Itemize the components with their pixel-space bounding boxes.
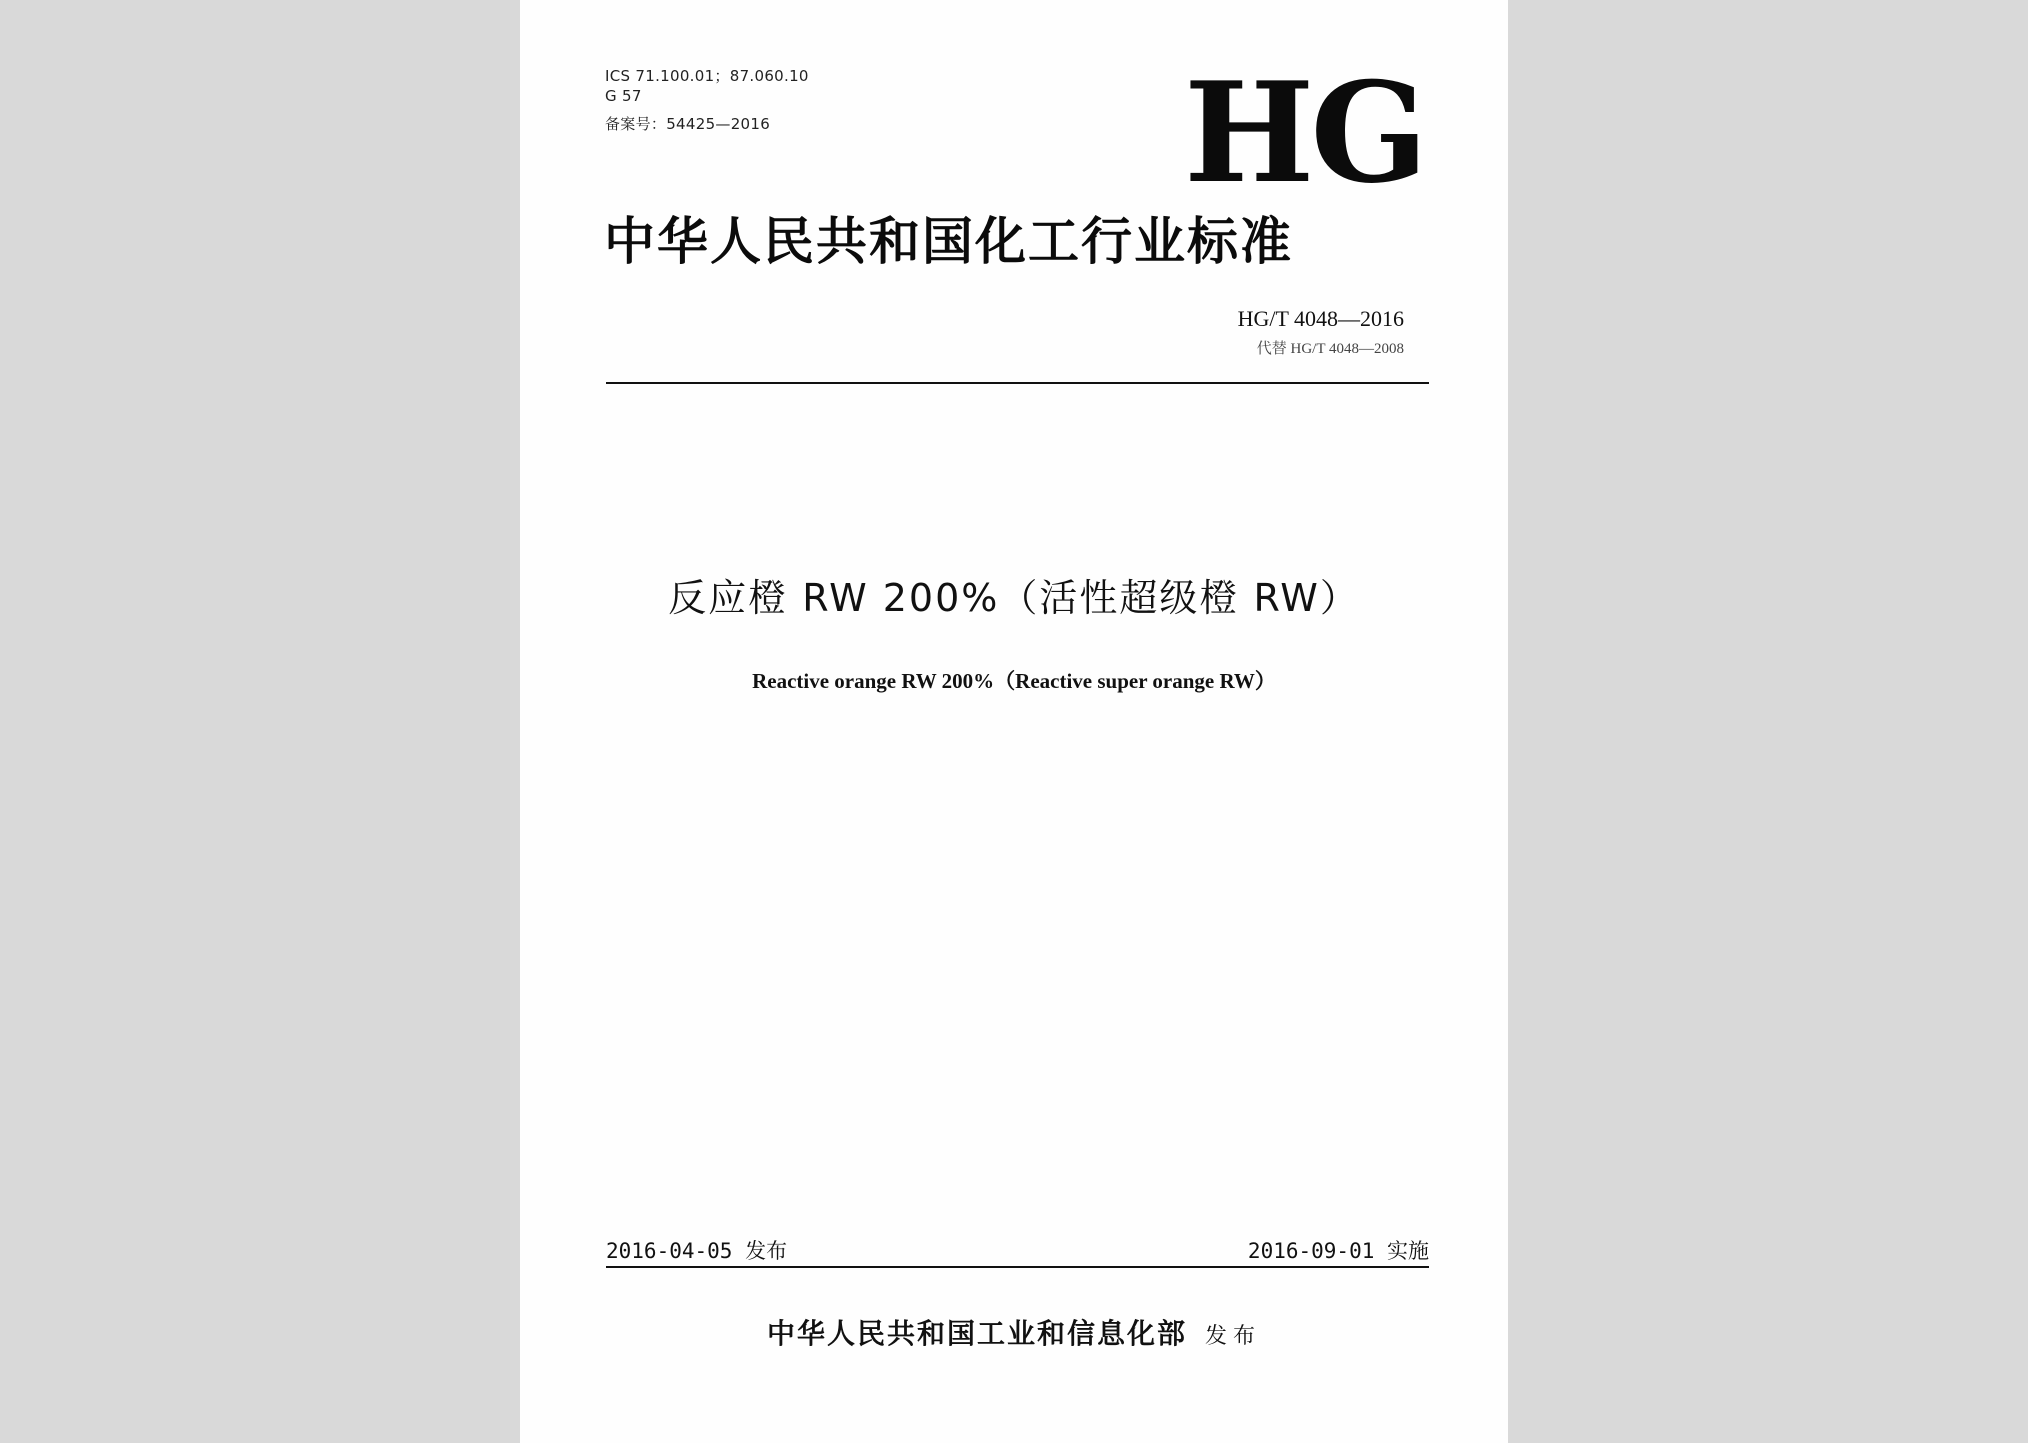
issued-label: 发布 (1205, 1324, 1262, 1349)
replaces-standard: 代替 HG/T 4048—2008 (1256, 341, 1404, 357)
document-page (520, 0, 1508, 1443)
header-divider (606, 382, 1429, 384)
product-title-en: Reactive orange RW 200%（Reactive super orange RW） (752, 669, 1276, 693)
standard-category-title: 中华人民共和国化工行业标准 (604, 213, 1294, 272)
ccs-code: G 57 (605, 87, 642, 105)
footer-divider (606, 1266, 1429, 1268)
effective-date: 2016-09-01 实施 (1247, 1239, 1429, 1263)
ics-code: ICS 71.100.01；87.060.10 (605, 67, 809, 85)
issuing-authority (520, 1314, 1508, 1357)
standard-number: HG/T 4048—2016 (1237, 306, 1404, 331)
issuer-name: 中华人民共和国工业和信息化部 (766, 1317, 1187, 1350)
publish-date: 2016-04-05 发布 (606, 1239, 788, 1263)
record-number: 备案号：54425—2016 (605, 115, 771, 133)
hg-standard-mark: HG (1184, 51, 1425, 214)
product-title-cn: 反应橙 RW 200%（活性超级橙 RW） (668, 576, 1360, 620)
